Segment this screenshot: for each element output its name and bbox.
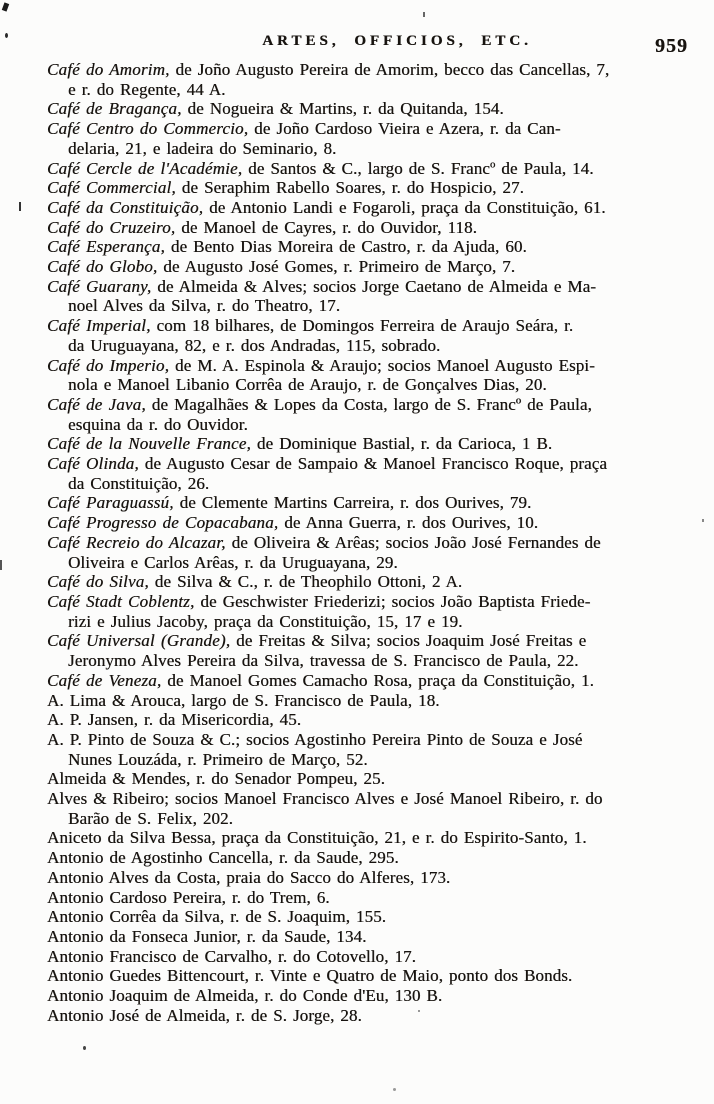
running-head: ARTES, OFFICIOS, ETC. — [262, 33, 532, 49]
entry-first-line: Café Recreio do Alcazar, de Oliveira & Arêas; socios João José Fernandes de — [47, 532, 601, 552]
directory-entry — [47, 434, 697, 454]
scan-speck — [423, 12, 425, 17]
directory-entry — [47, 631, 697, 670]
entry-name: Café de Java, — [47, 394, 146, 414]
directory-entry — [47, 789, 697, 828]
entry-continuation-line: da Constituição, 26. — [68, 473, 210, 493]
entry-continuation-line: nola e Manoel Libanio Corrêa de Araujo, r. de Gonçalves Dias, 20. — [68, 375, 547, 395]
entry-continuation-line: Jeronymo Alves Pereira da Silva, travessa de S. Francisco de Paula, 22. — [68, 651, 579, 671]
directory-entry — [47, 513, 697, 533]
entry-first-line: Alves & Ribeiro; socios Manoel Francisco Alves e José Manoel Ribeiro, r. do — [47, 789, 603, 809]
entry-continuation-line: delaria, 21, e ladeira do Seminario, 8. — [68, 138, 337, 158]
entry-continuation-line: esquina da r. do Ouvidor. — [68, 414, 248, 434]
entry-first-line: Café do Silva, de Silva & C., r. de Theophilo Ottoni, 2 A. — [47, 572, 463, 592]
directory-entry — [47, 730, 697, 769]
entry-continuation-line: Barão de S. Felix, 202. — [68, 808, 233, 828]
directory-entry — [47, 316, 697, 355]
entry-first-line: Café Stadt Coblentz, de Geschwister Friederizi; socios João Baptista Friede- — [47, 591, 591, 611]
entry-first-line: Antonio da Fonseca Junior, r. da Saude, 134. — [47, 926, 367, 946]
entry-first-line: Café da Constituição, de Antonio Landi e Fogaroli, praça da Constituição, 61. — [47, 197, 606, 217]
entry-first-line: Café do Cruzeiro, de Manoel de Cayres, r. do Ouvidor, 118. — [47, 217, 477, 237]
entry-first-line: Café de Veneza, de Manoel Gomes Camacho Rosa, praça da Constituição, 1. — [47, 670, 594, 690]
entry-name: Café Stadt Coblentz, — [47, 591, 195, 611]
entry-first-line: A. P. Jansen, r. da Misericordia, 45. — [47, 710, 302, 730]
scan-speck — [393, 1088, 396, 1091]
entry-name: Café do Globo, — [47, 257, 158, 277]
directory-entry — [47, 907, 697, 927]
scan-speck — [5, 33, 8, 38]
entry-first-line: Antonio José de Almeida, r. de S. Jorge, 28. — [47, 1005, 362, 1025]
entry-continuation-line: noel Alves da Silva, r. do Theatro, 17. — [68, 296, 341, 316]
directory-entry — [47, 533, 697, 572]
entry-name: Café Olinda, — [47, 454, 139, 474]
directory-entry — [47, 592, 697, 631]
entry-continuation-line: Oliveira e Carlos Arêas, r. da Uruguayana, 29. — [68, 552, 398, 572]
directory-entry — [47, 572, 697, 592]
entry-name: Café Paraguassú, — [47, 493, 174, 513]
entry-continuation-line: rizi e Julius Jacoby, praça da Constituição, 15, 17 e 19. — [68, 611, 463, 631]
entry-first-line: Antonio Francisco de Carvalho, r. do Cotovello, 17. — [47, 946, 416, 966]
entry-first-line: Café Olinda, de Augusto Cesar de Sampaio & Manoel Francisco Roque, praça — [47, 454, 607, 474]
directory-entry — [47, 947, 697, 967]
entry-first-line: Antonio Corrêa da Silva, r. de S. Joaquim, 155. — [47, 907, 387, 927]
entry-first-line: Antonio Cardoso Pereira, r. do Trem, 6. — [47, 887, 330, 907]
entry-name: Café Universal (Grande), — [47, 631, 231, 651]
directory-list — [47, 60, 697, 1025]
directory-entry — [47, 159, 697, 179]
entry-first-line: Café Cercle de l'Académie, de Santos & C., largo de S. Francº de Paula, 14. — [47, 158, 594, 178]
directory-entry — [47, 710, 697, 730]
entry-name: Café do Amorim, — [47, 60, 170, 79]
entry-continuation-line: da Uruguayana, 82, e r. dos Andradas, 115, sobrado. — [68, 335, 441, 355]
entry-name: Café Recreio do Alcazar, — [47, 532, 226, 552]
entry-first-line: Almeida & Mendes, r. do Senador Pompeu, 25. — [47, 769, 385, 789]
entry-name: Café Cercle de l'Académie, — [47, 158, 243, 178]
entry-first-line: Café do Amorim, de Joño Augusto Pereira de Amorim, becco das Cancellas, 7, — [47, 60, 610, 79]
scan-speck — [2, 2, 9, 11]
directory-entry — [47, 691, 697, 711]
directory-entry — [47, 769, 697, 789]
entry-first-line: Café Guarany, de Almeida & Alves; socios Jorge Caetano de Almeida e Ma- — [47, 276, 597, 296]
entry-continuation-line: Nunes Louzáda, r. Primeiro de Março, 52. — [68, 749, 368, 769]
entry-name: Café Progresso de Copacabana, — [47, 513, 279, 533]
entry-name: Café Esperança, — [47, 237, 165, 257]
entry-continuation-line: e r. do Regente, 44 A. — [68, 79, 226, 99]
entry-name: Café de Veneza, — [47, 670, 162, 690]
directory-entry — [47, 99, 697, 119]
directory-entry — [47, 218, 697, 238]
entry-first-line: Café do Imperio, de M. A. Espinola & Araujo; socios Manoel Augusto Espi- — [47, 355, 595, 375]
directory-entry — [47, 671, 697, 691]
directory-entry — [47, 986, 697, 1006]
directory-entry — [47, 198, 697, 218]
entry-name: Café de la Nouvelle France, — [47, 434, 251, 454]
entry-first-line: Café Imperial, com 18 bilhares, de Domingos Ferreira de Araujo Seára, r. — [47, 316, 574, 336]
directory-entry — [47, 454, 697, 493]
entry-name: Café de Bragança, — [47, 99, 182, 119]
directory-entry — [47, 848, 697, 868]
entry-first-line: Café Centro do Commercio, de Joño Cardoso Vieira e Azera, r. da Can- — [47, 119, 561, 139]
entry-first-line: Café de Java, de Magalhães & Lopes da Costa, largo de S. Francº de Paula, — [47, 394, 592, 414]
directory-entry — [47, 277, 697, 316]
entry-first-line: Antonio Alves da Costa, praia do Sacco do Alferes, 173. — [47, 867, 451, 887]
directory-entry — [47, 493, 697, 513]
directory-entry — [47, 966, 697, 986]
page-number: 959 — [655, 35, 688, 57]
entry-first-line: A. Lima & Arouca, largo de S. Francisco de Paula, 18. — [47, 690, 440, 710]
entry-first-line: Café do Globo, de Augusto José Gomes, r. Primeiro de Março, 7. — [47, 257, 516, 277]
entry-name: Café do Imperio, — [47, 355, 170, 375]
entry-name: Café da Constituição, — [47, 197, 204, 217]
entry-first-line: Aniceto da Silva Bessa, praça da Constituição, 21, e r. do Espirito-Santo, 1. — [47, 828, 587, 848]
directory-entry — [47, 868, 697, 888]
entry-name: Café Guarany, — [47, 276, 152, 296]
entry-first-line: Café Paraguassú, de Clemente Martins Carreira, r. dos Ourives, 79. — [47, 493, 532, 513]
entry-first-line: Café Progresso de Copacabana, de Anna Guerra, r. dos Ourives, 10. — [47, 513, 539, 533]
scan-speck — [83, 1046, 86, 1050]
entry-name: Café Commercial, — [47, 178, 176, 198]
entry-name: Café Imperial, — [47, 316, 151, 336]
directory-entry — [47, 927, 697, 947]
entry-first-line: Antonio Guedes Bittencourt, r. Vinte e Quatro de Maio, ponto dos Bonds. — [47, 966, 573, 986]
scan-speck — [702, 519, 704, 522]
directory-entry — [47, 1006, 697, 1026]
scan-speck — [19, 202, 21, 211]
entry-name: Café Centro do Commercio, — [47, 119, 249, 139]
entry-first-line: Café de la Nouvelle France, de Dominique Bastial, r. da Carioca, 1 B. — [47, 434, 553, 454]
directory-entry — [47, 828, 697, 848]
directory-entry — [47, 237, 697, 257]
entry-name: Café do Silva, — [47, 572, 149, 592]
entry-first-line: Café Commercial, de Seraphim Rabello Soares, r. do Hospicio, 27. — [47, 178, 524, 198]
directory-entry — [47, 119, 697, 158]
entry-first-line: Antonio de Agostinho Cancella, r. da Saude, 295. — [47, 848, 399, 868]
directory-entry — [47, 395, 697, 434]
scan-speck — [0, 560, 2, 570]
directory-entry — [47, 60, 697, 99]
directory-entry — [47, 178, 697, 198]
entry-name: Café do Cruzeiro, — [47, 217, 176, 237]
entry-first-line: Café Universal (Grande), de Freitas & Silva; socios Joaquim José Freitas e — [47, 631, 587, 651]
directory-entry — [47, 257, 697, 277]
entry-first-line: Café Esperança, de Bento Dias Moreira de Castro, r. da Ajuda, 60. — [47, 237, 527, 257]
directory-entry — [47, 356, 697, 395]
entry-first-line: Café de Bragança, de Nogueira & Martins, r. da Quitanda, 154. — [47, 99, 504, 119]
entry-first-line: A. P. Pinto de Souza & C.; socios Agostinho Pereira Pinto de Souza e José — [47, 729, 583, 749]
entry-first-line: Antonio Joaquim de Almeida, r. do Conde d'Eu, 130 B. — [47, 986, 443, 1006]
directory-entry — [47, 888, 697, 908]
